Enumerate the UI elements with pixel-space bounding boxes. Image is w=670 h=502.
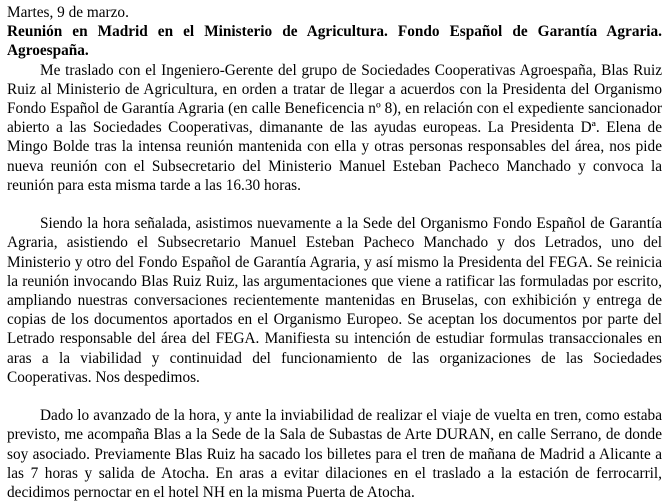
entry-heading: Reunión en Madrid en el Ministerio de Agricultura. Fondo Español de Garantía Agraria. Agroespaña. bbox=[7, 23, 662, 60]
paragraph-3: Dado lo avanzado de la hora, y ante la inviabilidad de realizar el viaje de vuelta en tren, como estaba previsto, me acompaña Blas a la Sede de la Sala de Subastas de Arte DURAN, en calle Serrano, de donde soy asociado. Previamente Blas Ruiz ha sacado los billetes para el tren de mañana de Madrid a Alicante a las 7 horas y salida de Atocha. En aras a evitar dilaciones en el traslado a la estación de ferrocarril, decidimos pernoctar en el hotel NH en la misma Puerta de Atocha. bbox=[7, 407, 662, 502]
paragraph-1: Me traslado con el Ingeniero-Gerente del grupo de Sociedades Cooperativas Agroespaña, Blas Ruiz Ruiz al Ministerio de Agricultura, en orden a tratar de llegar a acuerdos con la Presidenta del Organismo Fondo Español de Garantía Agraria (en calle Beneficencia nº 8), en relación con el expediente sancionador abierto a las Sociedades Cooperativas, dimanante de las ayudas europeas. La Presidenta Dª. Elena de Mingo Bolde tras la intensa reunión mantenida con ella y otras personas responsables del área, nos pide nueva reunión con el Subsecretario del Ministerio Manuel Esteban Pacheco Manchado y convoca la reunión para esta misma tarde a las 16.30 horas. bbox=[7, 61, 662, 194]
paragraph-2: Siendo la hora señalada, asistimos nuevamente a la Sede del Organismo Fondo Español de Garantía Agraria, asistiendo el Subsecretario Manuel Esteban Pacheco Manchado y dos Letrados, uno del Ministerio y otro del Fondo Español de Garantía Agraria, y así mismo la Presidenta del FEGA. Se reinicia la reunión invocando Blas Ruiz Ruiz, las argumentaciones que viene a ratificar las formuladas por escrito, ampliando nuestras conversaciones recientemente mantenidas en Bruselas, con exhibición y entrega de copias de los documentos aportados en el Organismo Europeo. Se aceptan los documentos por parte del Letrado responsable del área del FEGA. Manifiesta su intención de estudiar formulas transaccionales en aras a la viabilidad y continuidad del funcionamiento de las organizaciones de las Sociedades Cooperativas. Nos despedimos. bbox=[7, 215, 662, 386]
date-line: Martes, 9 de marzo. bbox=[7, 4, 129, 21]
